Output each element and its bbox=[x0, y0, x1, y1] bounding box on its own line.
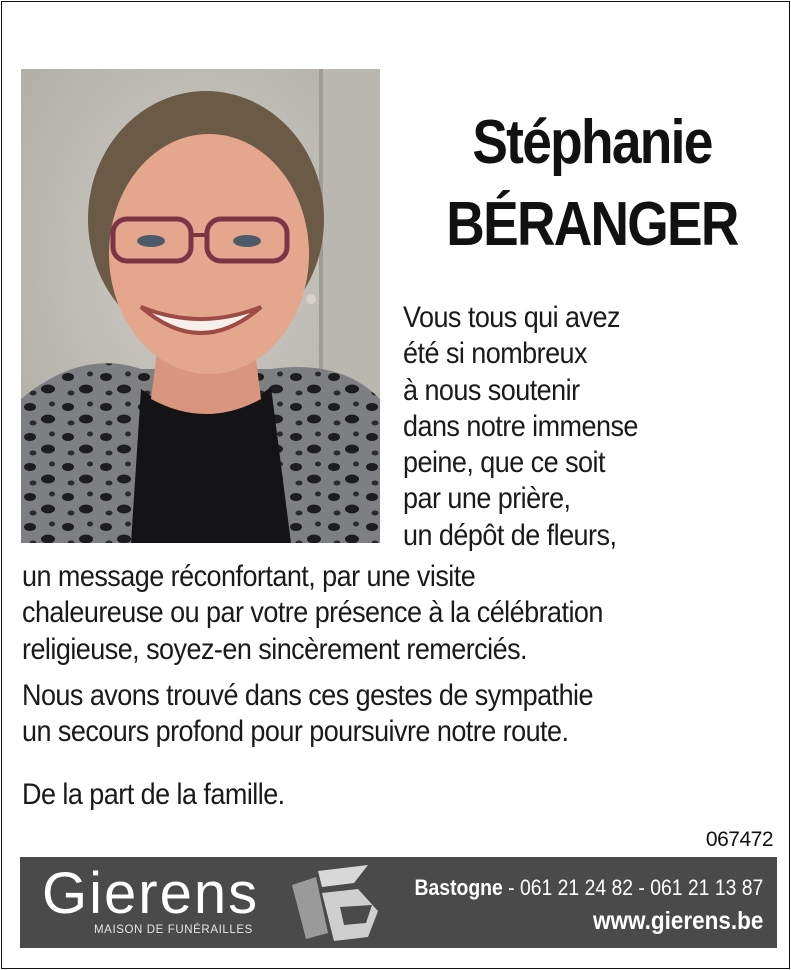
message-line: peine, que ce soit bbox=[403, 446, 605, 480]
deceased-first-name: Stéphanie bbox=[472, 108, 712, 177]
website-link[interactable]: www.gierens.be bbox=[592, 907, 763, 935]
phone-numbers: - 061 21 24 82 - 061 21 13 87 bbox=[502, 875, 763, 900]
message-line: un secours profond pour poursuivre notre route. bbox=[22, 715, 569, 749]
gierens-g-logo-icon bbox=[288, 863, 384, 943]
message-line: un dépôt de fleurs, bbox=[403, 518, 617, 552]
message-line: Nous avons trouvé dans ces gestes de sympathie bbox=[22, 679, 593, 712]
obituary-card bbox=[1, 1, 790, 969]
message-line: un message réconfortant, par une visite bbox=[22, 560, 476, 593]
message-line: à nous soutenir bbox=[403, 373, 580, 407]
message-line: religieuse, soyez-en sincèrement remerciés. bbox=[22, 632, 527, 666]
funeral-home-logo-text: Gierens bbox=[42, 861, 260, 926]
message-wide-block bbox=[22, 559, 603, 668]
portrait-photo bbox=[21, 69, 380, 543]
contact-line bbox=[414, 875, 763, 901]
message-narrow-block bbox=[403, 300, 638, 554]
message-line: dans notre immense bbox=[403, 409, 638, 443]
city-name: Bastogne bbox=[414, 875, 503, 900]
family-signature: De la part de la famille. bbox=[22, 778, 285, 811]
funeral-home-tagline: MAISON DE FUNÉRAILLES bbox=[94, 924, 253, 936]
message-paragraph-2 bbox=[22, 678, 593, 751]
deceased-last-name: BÉRANGER bbox=[446, 190, 738, 259]
funeral-home-banner bbox=[20, 857, 777, 948]
reference-number: 067472 bbox=[705, 828, 773, 851]
message-line: Vous tous qui avez bbox=[403, 301, 620, 334]
message-line: été si nombreux bbox=[403, 337, 588, 371]
message-line: par une prière, bbox=[403, 482, 571, 516]
message-line: chaleureuse ou par votre présence à la célébration bbox=[22, 596, 603, 630]
portrait-illustration bbox=[21, 69, 380, 543]
